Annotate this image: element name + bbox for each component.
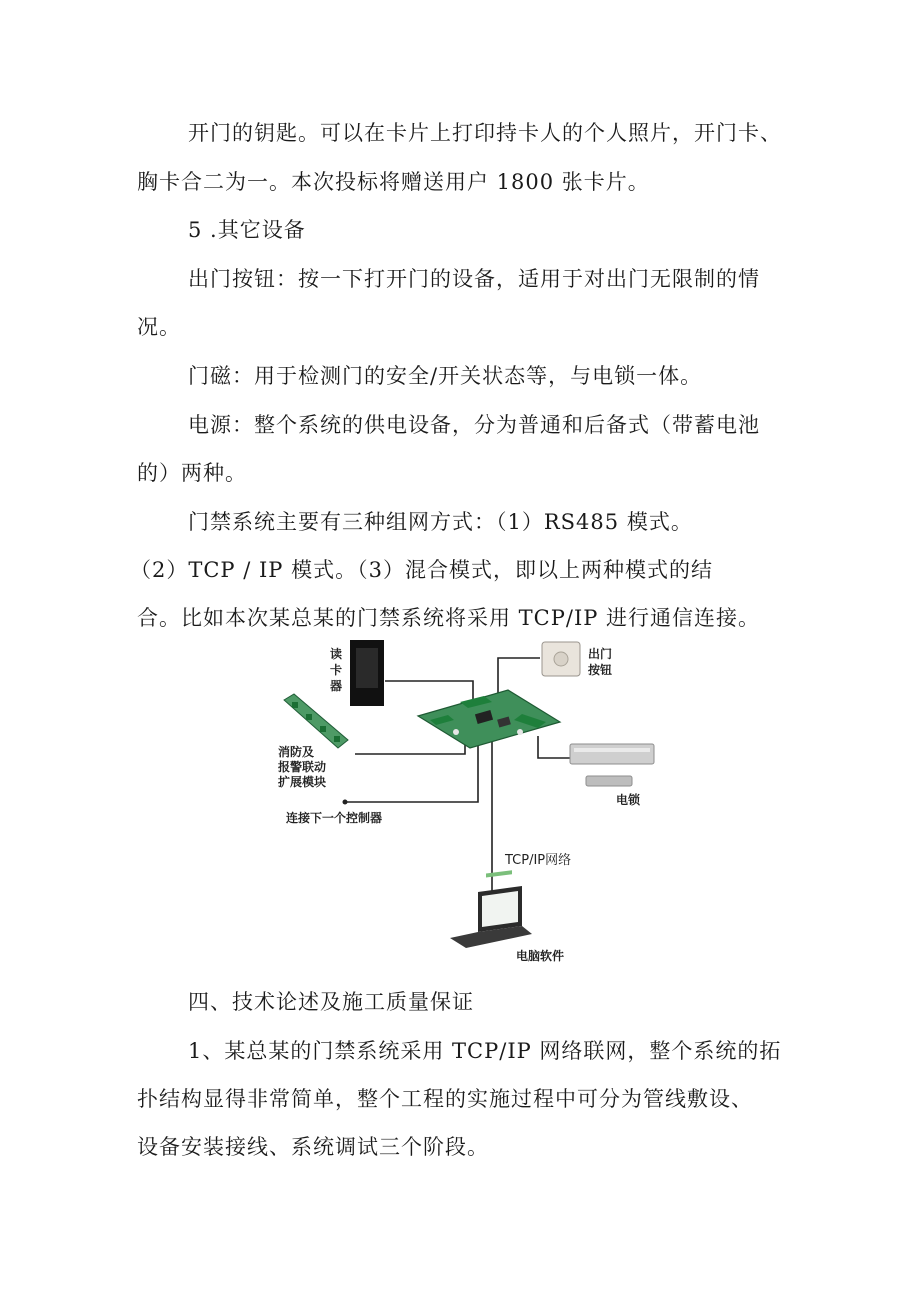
laptop-screen	[482, 891, 518, 927]
module-terminal	[292, 702, 298, 708]
paragraph-line: 开门的钥匙。可以在卡片上打印持卡人的个人照片，开门卡、	[188, 121, 782, 145]
fire-module-wire	[355, 738, 465, 754]
exit-button-label: 按钮	[588, 663, 613, 677]
topology-svg	[270, 636, 670, 971]
access-control-topology-diagram	[270, 636, 670, 971]
paragraph-line: 的）两种。	[137, 461, 247, 485]
fire-alarm-module	[284, 694, 348, 748]
lock-wire	[538, 736, 570, 758]
paragraph-line: 1、某总某的门禁系统采用 TCP/IP 网络联网，整个系统的拓	[188, 1039, 782, 1063]
paragraph-line: 设备安装接线、系统调试三个阶段。	[137, 1135, 489, 1159]
card-reader	[350, 640, 384, 706]
paragraph-line: 况。	[137, 315, 181, 339]
lock-armature	[586, 776, 632, 786]
software-label: 电脑软件	[516, 949, 565, 963]
network-label: TCP/IP网络	[505, 853, 572, 868]
section-heading: 四、技术论述及施工质量保证	[188, 990, 474, 1014]
paragraph-line: 门磁：用于检测门的安全/开关状态等，与电锁一体。	[188, 364, 703, 388]
module-terminal	[334, 736, 340, 742]
fire-module-label: 消防及	[278, 745, 315, 759]
electric-lock	[570, 744, 654, 786]
paragraph-line: 扑结构显得非常简单，整个工程的实施过程中可分为管线敷设、	[137, 1087, 753, 1111]
paragraph-line: 电源：整个系统的供电设备，分为普通和后备式（带蓄电池	[188, 413, 760, 437]
screen-content	[486, 870, 512, 877]
reader-wire	[385, 681, 473, 706]
exit-button-knob	[554, 652, 568, 666]
lock-highlight	[574, 748, 650, 752]
exit-button-label: 出门	[588, 647, 613, 661]
section-heading: 5 .其它设备	[188, 218, 306, 242]
laptop-computer	[450, 870, 532, 948]
fire-module-label: 报警联动	[278, 760, 327, 774]
paragraph-line: 合。比如本次某总某的门禁系统将采用 TCP/IP 进行通信连接。	[137, 606, 761, 630]
next-controller-label: 连接下一个控制器	[286, 811, 383, 825]
module-terminal	[306, 714, 312, 720]
paragraph-line: 胸卡合二为一。本次投标将赠送用户 1800 张卡片。	[137, 170, 650, 194]
paragraph-line: 出门按钮：按一下打开门的设备，适用于对出门无限制的情	[188, 267, 760, 291]
paragraph-line: 门禁系统主要有三种组网方式：（1）RS485 模式。	[188, 510, 693, 534]
card-reader-panel	[356, 648, 378, 688]
lock-label: 电锁	[616, 793, 641, 807]
board-component	[453, 729, 459, 735]
reader-label: 读	[330, 647, 343, 661]
fire-module-label: 扩展模块	[278, 775, 327, 789]
next-controller-wire	[345, 738, 478, 802]
lock-magnet	[570, 744, 654, 764]
paragraph-line: （2）TCP / IP 模式。（3）混合模式，即以上两种模式的结	[130, 558, 713, 582]
exit-button-device	[542, 642, 580, 676]
module-terminal	[320, 726, 326, 732]
reader-label: 卡	[330, 663, 343, 677]
reader-label: 器	[330, 679, 343, 693]
board-component	[517, 729, 523, 735]
next-controller-endpoint	[343, 800, 348, 805]
